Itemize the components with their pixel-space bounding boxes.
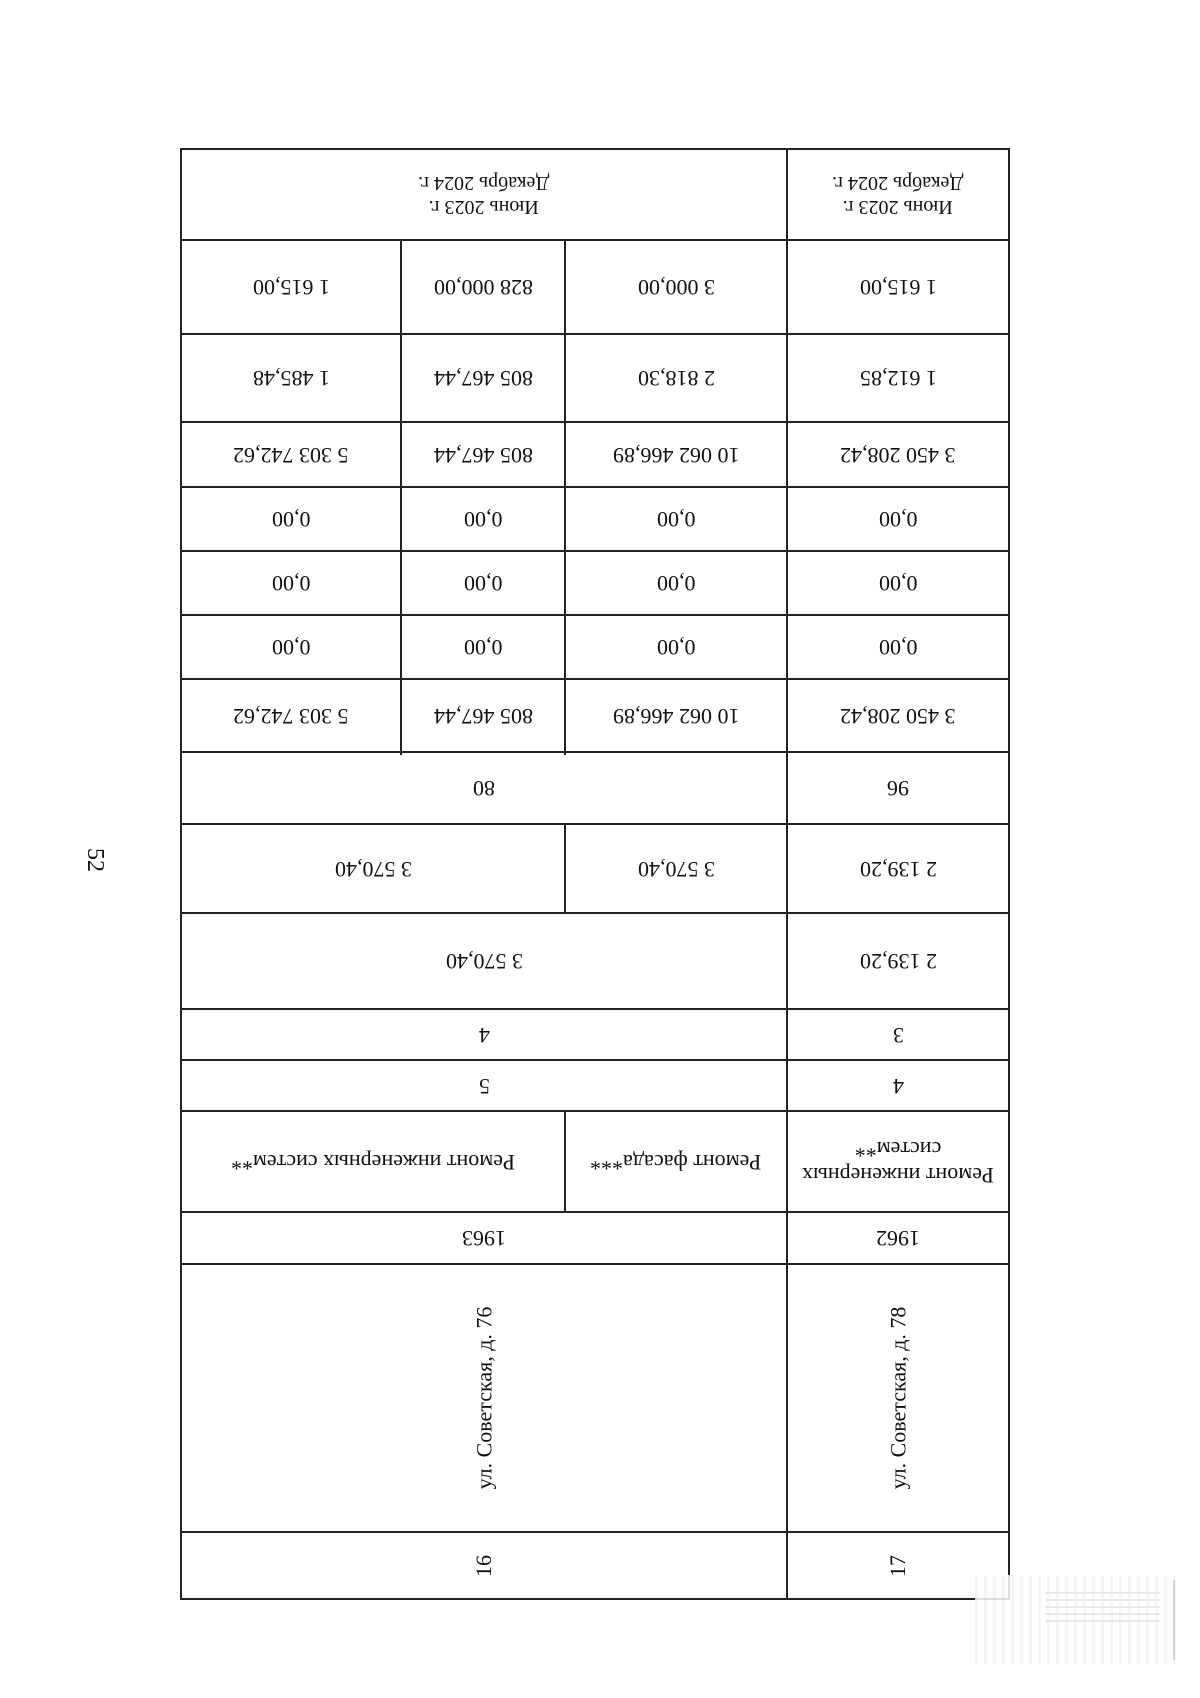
dates-cell-17 bbox=[788, 150, 1008, 239]
value-text: 3 570,40 bbox=[334, 856, 412, 882]
value-cell bbox=[182, 552, 400, 614]
value-cell bbox=[566, 488, 786, 550]
value-text: 805 467,44 bbox=[433, 366, 533, 391]
dates-text: Июнь 2023 г. Декабрь 2024 г. bbox=[418, 171, 550, 218]
number-text: 17 bbox=[885, 1554, 910, 1577]
value-text: 1 612,85 bbox=[859, 366, 937, 391]
value-cell bbox=[788, 616, 1008, 678]
value-text: 5 303 742,62 bbox=[233, 442, 349, 468]
value-cell bbox=[788, 680, 1008, 751]
repair-schedule-table bbox=[180, 148, 1010, 1600]
value-cell bbox=[566, 552, 786, 614]
value-text: 3 000,00 bbox=[637, 275, 715, 300]
value-cell bbox=[788, 488, 1008, 550]
value-cell bbox=[566, 423, 786, 486]
work-type-text: Ремонт фасада*** bbox=[590, 1149, 762, 1175]
value-text: 80 bbox=[473, 776, 495, 801]
address-cell bbox=[788, 1265, 1008, 1531]
value-text: 3 450 208,42 bbox=[840, 703, 956, 729]
value-text: 2 139,20 bbox=[859, 949, 937, 974]
value-cell bbox=[402, 680, 564, 751]
value-text: 10 062 466,89 bbox=[612, 703, 740, 729]
value-cell bbox=[566, 616, 786, 678]
value-cell bbox=[182, 914, 786, 1008]
value-cell bbox=[182, 335, 400, 421]
value-text: 0,00 bbox=[271, 571, 311, 596]
value-cell bbox=[788, 914, 1008, 1008]
scan-stamp-mark bbox=[975, 1575, 1180, 1665]
year-cell bbox=[788, 1213, 1008, 1263]
year-text: 1962 bbox=[876, 1226, 920, 1251]
dates-text: Июнь 2023 г. Декабрь 2024 г. bbox=[832, 171, 964, 218]
value-text: 10 062 466,89 bbox=[612, 442, 740, 468]
work-type-cell bbox=[566, 1112, 786, 1211]
value-text: 0,00 bbox=[878, 507, 918, 532]
value-text: 1 615,00 bbox=[859, 275, 937, 300]
value-cell bbox=[788, 423, 1008, 486]
value-cell bbox=[566, 825, 786, 912]
value-text: 0,00 bbox=[463, 635, 503, 660]
value-cell bbox=[566, 335, 786, 421]
value-text: 5 303 742,62 bbox=[233, 703, 349, 729]
value-cell bbox=[402, 552, 564, 614]
value-cell bbox=[402, 241, 564, 333]
value-text: 96 bbox=[887, 776, 909, 801]
page-number: 52 bbox=[82, 848, 108, 872]
value-text: 3 450 208,42 bbox=[840, 442, 956, 468]
value-text: 0,00 bbox=[656, 507, 696, 532]
address-text: ул. Советская, д. 78 bbox=[884, 1306, 910, 1490]
work-type-cell bbox=[788, 1112, 1008, 1211]
value-text: 0,00 bbox=[878, 635, 918, 660]
value-text: 0,00 bbox=[463, 571, 503, 596]
value-text: 4 bbox=[892, 1073, 904, 1099]
value-cell bbox=[566, 680, 786, 751]
value-text: 0,00 bbox=[271, 507, 311, 532]
address-text: ул. Советская, д. 76 bbox=[470, 1306, 496, 1490]
work-type-text: Ремонт инженерных систем** bbox=[231, 1149, 515, 1175]
value-cell bbox=[566, 241, 786, 333]
value-cell bbox=[788, 825, 1008, 912]
value-cell bbox=[182, 1061, 786, 1110]
value-text: 3 bbox=[892, 1022, 904, 1048]
value-cell bbox=[182, 616, 400, 678]
value-cell bbox=[788, 335, 1008, 421]
value-cell bbox=[182, 488, 400, 550]
value-cell bbox=[182, 753, 786, 823]
address-cell bbox=[182, 1265, 786, 1531]
value-text: 0,00 bbox=[878, 571, 918, 596]
year-cell bbox=[182, 1213, 786, 1263]
value-text: 0,00 bbox=[656, 635, 696, 660]
value-cell bbox=[402, 488, 564, 550]
value-text: 0,00 bbox=[463, 507, 503, 532]
value-text: 3 570,40 bbox=[637, 856, 715, 882]
value-cell bbox=[402, 616, 564, 678]
work-type-text: Ремонт инженерных систем** bbox=[802, 1136, 994, 1188]
value-cell bbox=[182, 423, 400, 486]
value-text: 1 615,00 bbox=[252, 275, 330, 300]
value-cell bbox=[788, 753, 1008, 823]
value-text: 3 570,40 bbox=[445, 949, 523, 974]
value-text: 4 bbox=[478, 1022, 490, 1048]
value-cell bbox=[182, 241, 400, 333]
value-cell bbox=[402, 423, 564, 486]
number-text: 16 bbox=[471, 1554, 496, 1577]
value-text: 2 818,30 bbox=[637, 366, 715, 391]
dates-cell-16 bbox=[182, 150, 786, 239]
value-text: 1 485,48 bbox=[252, 366, 330, 391]
value-cell bbox=[788, 552, 1008, 614]
value-cell bbox=[788, 1010, 1008, 1059]
value-text: 0,00 bbox=[656, 571, 696, 596]
value-cell bbox=[788, 1061, 1008, 1110]
value-cell bbox=[182, 1010, 786, 1059]
work-type-cell bbox=[182, 1112, 564, 1211]
year-text: 1963 bbox=[462, 1226, 506, 1251]
value-text: 0,00 bbox=[271, 635, 311, 660]
value-cell bbox=[182, 680, 400, 751]
value-text: 805 467,44 bbox=[433, 703, 533, 729]
value-text: 5 bbox=[478, 1073, 490, 1099]
value-cell bbox=[788, 241, 1008, 333]
value-text: 2 139,20 bbox=[859, 856, 937, 882]
value-text: 805 467,44 bbox=[433, 442, 533, 468]
value-text: 828 000,00 bbox=[433, 275, 533, 300]
value-cell bbox=[402, 335, 564, 421]
number-cell bbox=[182, 1533, 786, 1598]
value-cell bbox=[182, 825, 564, 912]
